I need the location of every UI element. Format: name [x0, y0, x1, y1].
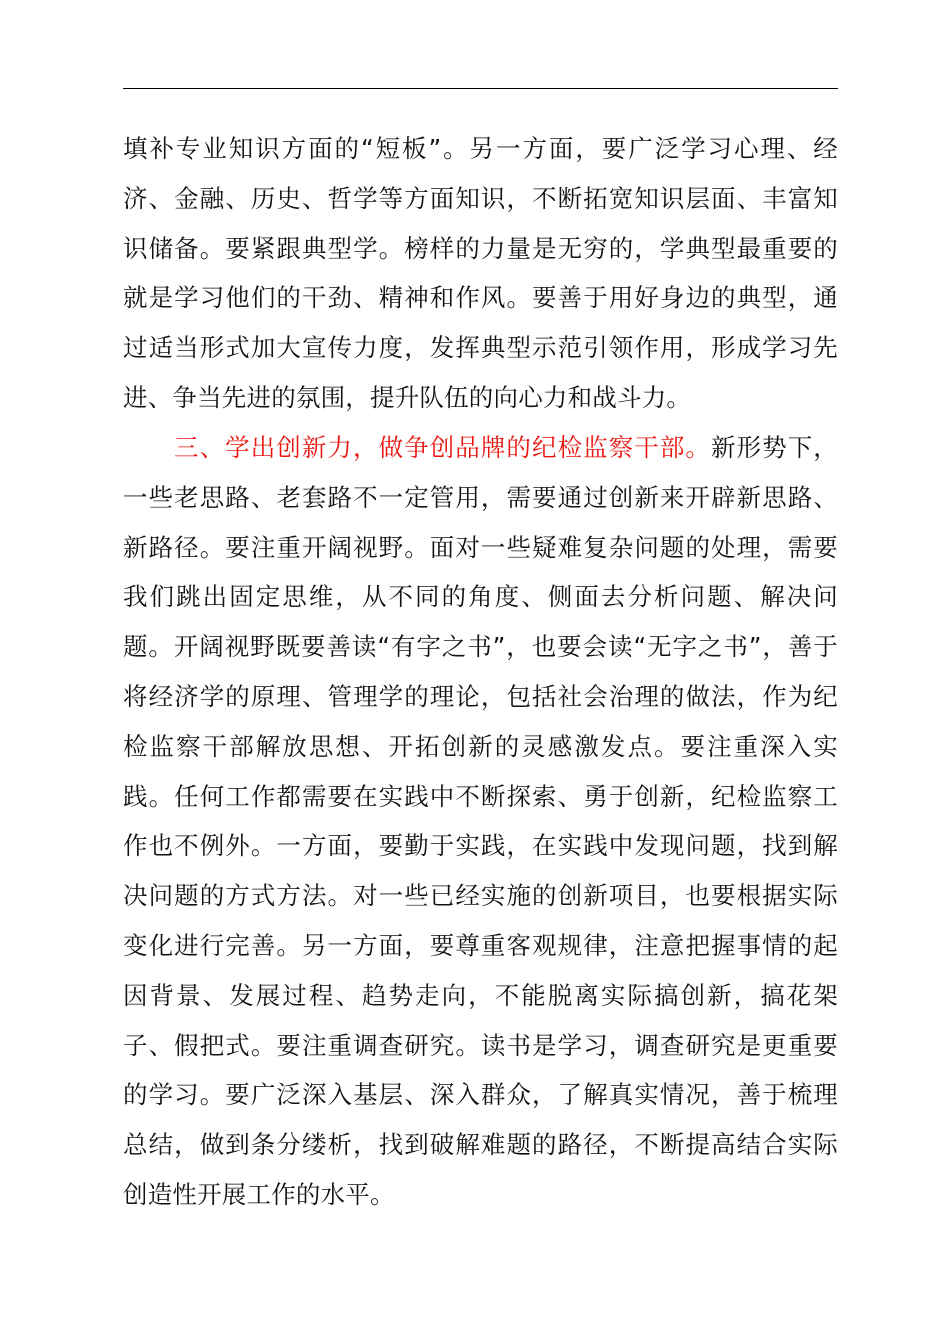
header-rule [123, 88, 838, 89]
section-3-body: 新形势下，一些老思路、老套路不一定管用，需要通过创新来开辟新思路、新路径。要注重开阔视野。面对一些疑难复杂问题的处理，需要我们跳出固定思维，从不同的角度、侧面去分析问题、解决问题。开阔视野既要善读“有字之书”，也要会读“无字之书”，善于将经济学的原理、管理学的理论，包括社会治理的做法，作为纪检监察干部解放思想、开拓创新的灵感激发点。要注重深入实践。任何工作都需要在实践中不断探索、勇于创新，纪检监察工作也不例外。一方面，要勤于实践，在实践中发现问题，找到解决问题的方式方法。对一些已经实施的创新项目，也要根据实际变化进行完善。另一方面，要尊重客观规律，注意把握事情的起因背景、发展过程、趋势走向，不能脱离实际搞创新，搞花架子、假把式。要注重调查研究。读书是学习，调查研究是更重要的学习。要广泛深入基层、深入群众，了解真实情况，善于梳理总结，做到条分缕析，找到破解难题的路径，不断提高结合实际创造性开展工作的水平。 [123, 433, 839, 1209]
paragraph-section-3 [123, 423, 838, 1220]
section-3-heading: 三、学出创新力，做争创品牌的纪检监察干部。 [174, 433, 712, 462]
paragraph-1: 填补专业知识方面的“短板”。另一方面，要广泛学习心理、经济、金融、历史、哲学等方面知识，不断拓宽知识层面、丰富知识储备。要紧跟典型学。榜样的力量是无穷的，学典型最重要的就是学习他们的干劲、精神和作风。要善于用好身边的典型，通过适当形式加大宣传力度，发挥典型示范引领作用，形成学习先进、争当先进的氛围，提升队伍的向心力和战斗力。 [123, 134, 838, 412]
